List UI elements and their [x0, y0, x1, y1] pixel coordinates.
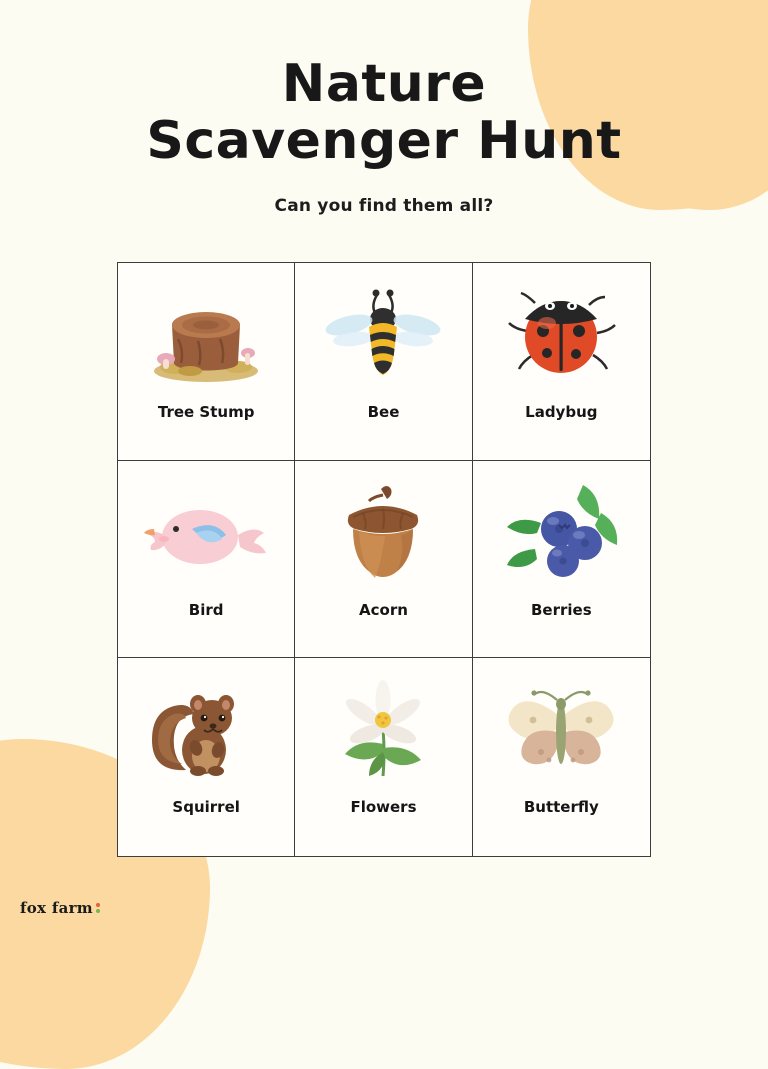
grid-cell[interactable] — [473, 263, 650, 461]
grid-cell[interactable] — [118, 658, 295, 856]
grid-cell-label: Flowers — [350, 798, 417, 817]
page-title-line-1: Nature — [281, 54, 487, 114]
brand-logo-text: fox farm — [20, 899, 93, 917]
grid-cell[interactable] — [295, 263, 472, 461]
flower-icon — [319, 674, 447, 792]
grid-cell-label: Butterfly — [523, 798, 599, 817]
grid-cell[interactable] — [473, 461, 650, 659]
butterfly-icon — [497, 674, 625, 792]
grid-cell[interactable] — [295, 461, 472, 659]
bird-icon — [142, 477, 270, 595]
bee-icon — [319, 279, 447, 397]
brand-logo-dots — [96, 903, 100, 915]
grid-cell-label: Acorn — [359, 600, 408, 619]
page-title — [0, 0, 768, 170]
brand-logo — [20, 899, 100, 917]
grid-cell[interactable] — [473, 658, 650, 856]
scavenger-hunt-grid — [117, 262, 651, 857]
ladybug-icon — [497, 279, 625, 397]
grid-cell-label: Ladybug — [525, 403, 598, 421]
grid-cell[interactable] — [118, 461, 295, 659]
grid-cell-label: Berries — [530, 600, 592, 619]
grid-cell[interactable] — [295, 658, 472, 856]
page-subtitle: Can you find them all? — [274, 196, 494, 217]
berries-icon — [497, 477, 625, 595]
grid-cell[interactable] — [118, 263, 295, 461]
tree-stump-icon — [142, 279, 270, 397]
grid-cell-label: Squirrel — [172, 798, 240, 817]
grid-cell-label: Bee — [367, 403, 400, 421]
page-title-line-2: Scavenger Hunt — [146, 111, 622, 172]
squirrel-icon — [142, 674, 270, 792]
grid-cell-label: Bird — [188, 600, 224, 619]
acorn-icon — [319, 477, 447, 595]
grid-cell-label: Tree Stump — [157, 403, 255, 421]
